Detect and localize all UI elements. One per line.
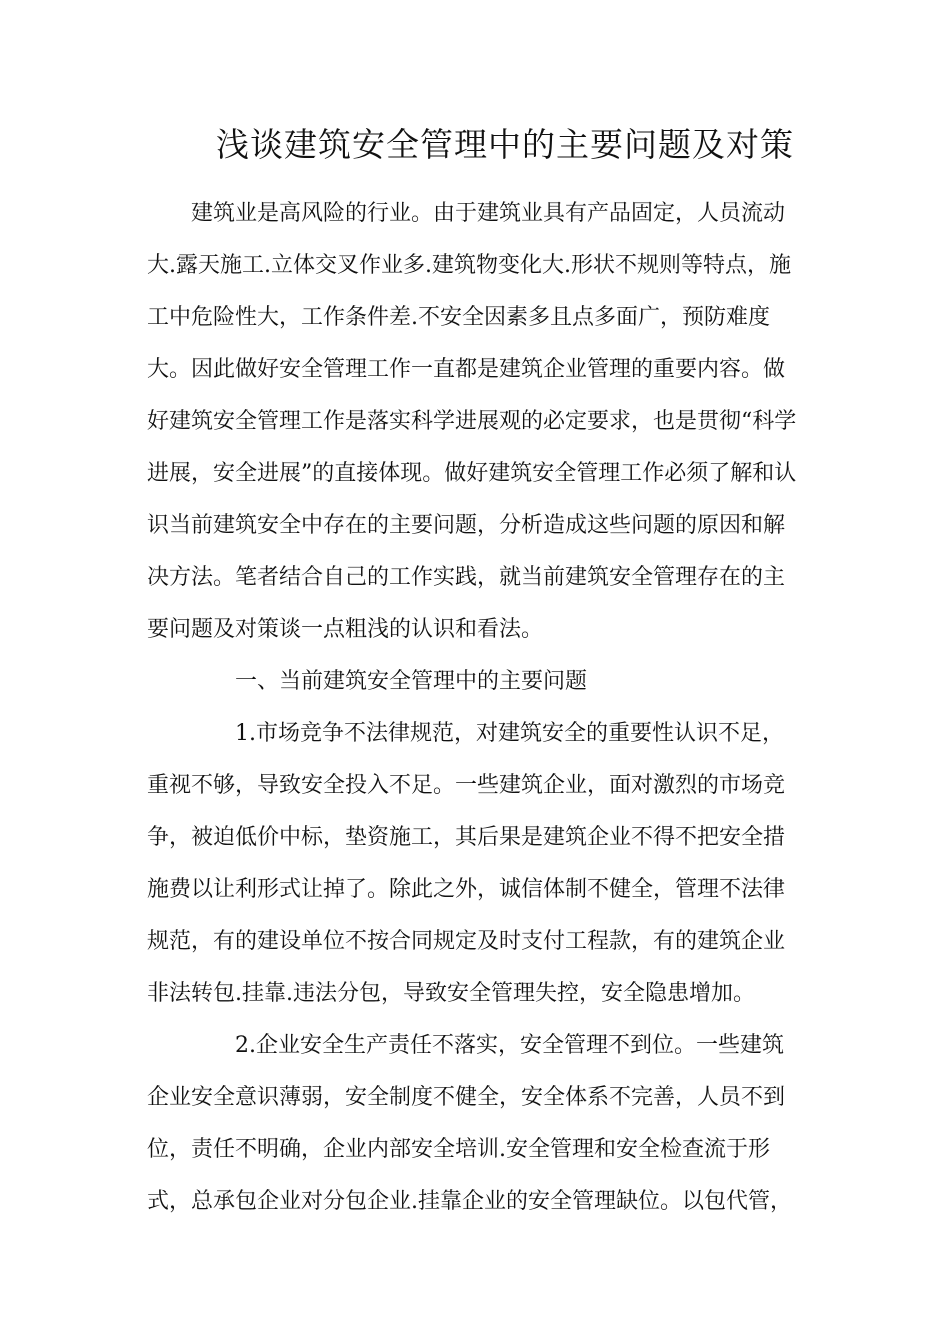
body-text-line: 建筑业是高风险的行业。由于建筑业具有产品固定，人员流动: [191, 201, 786, 226]
body-text-line: 企业安全意识薄弱，安全制度不健全，安全体系不完善，人员不到: [147, 1085, 786, 1110]
body-text-line: 决方法。笔者结合自己的工作实践，就当前建筑安全管理存在的主: [147, 565, 786, 590]
body-text-line: 2.企业安全生产责任不落实，安全管理不到位。一些建筑: [235, 1033, 784, 1058]
body-text-line: 要问题及对策谈一点粗浅的认识和看法。: [147, 617, 544, 642]
body-text-line: 工中危险性大，工作条件差.不安全因素多且点多面广，预防难度: [147, 305, 770, 330]
body-text-line: 争，被迫低价中标，垫资施工，其后果是建筑企业不得不把安全措: [147, 825, 786, 850]
body-text-line: 大。因此做好安全管理工作一直都是建筑企业管理的重要内容。做: [147, 357, 786, 382]
body-text-line: 施费以让利形式让掉了。除此之外，诚信体制不健全，管理不法律: [147, 877, 786, 902]
body-text-line: 规范，有的建设单位不按合同规定及时支付工程款，有的建筑企业: [147, 929, 786, 954]
document-title: 浅谈建筑安全管理中的主要问题及对策: [216, 125, 794, 164]
body-text-line: 非法转包.挂靠.违法分包，导致安全管理失控，安全隐患增加。: [147, 981, 755, 1006]
body-text-line: 一、当前建筑安全管理中的主要问题: [235, 669, 588, 694]
body-text-line: 大.露天施工.立体交叉作业多.建筑物变化大.形状不规则等特点，施: [147, 253, 791, 278]
document-body: [147, 188, 807, 1228]
body-text-line: 重视不够，导致安全投入不足。一些建筑企业，面对激烈的市场竞: [147, 773, 786, 798]
body-text-line: 识当前建筑安全中存在的主要问题，分析造成这些问题的原因和解: [147, 513, 786, 538]
body-text-line: 1.市场竞争不法律规范，对建筑安全的重要性认识不足，: [235, 721, 784, 746]
body-text-line: 位，责任不明确，企业内部安全培训.安全管理和安全检查流于形: [147, 1137, 770, 1162]
body-text-line: 进展，安全进展”的直接体现。做好建筑安全管理工作必须了解和认: [147, 461, 797, 486]
body-text-line: 好建筑安全管理工作是落实科学进展观的必定要求，也是贯彻“科学: [147, 409, 797, 434]
body-text-line: 式，总承包企业对分包企业.挂靠企业的安全管理缺位。以包代管，: [147, 1189, 792, 1214]
